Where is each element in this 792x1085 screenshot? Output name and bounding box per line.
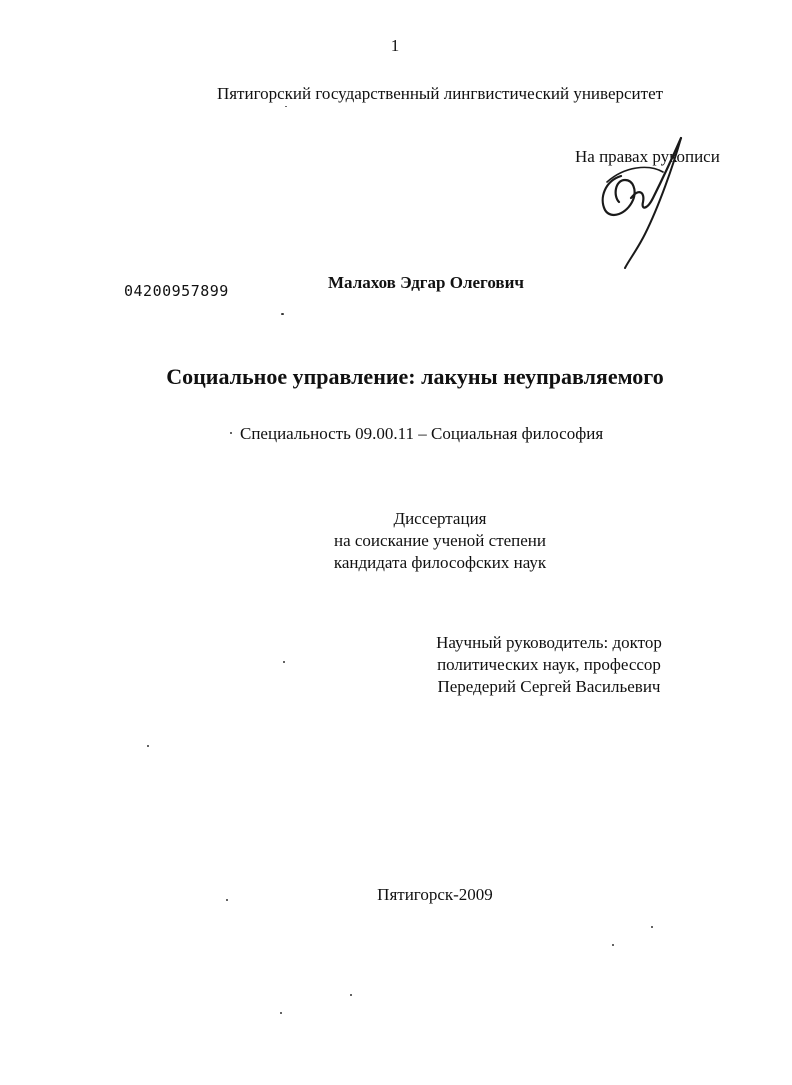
degree-line-2: на соискание ученой степени — [333, 531, 547, 550]
degree-line-1: Диссертация — [393, 509, 487, 528]
supervisor-line-1: Научный руководитель: доктор — [436, 633, 662, 652]
degree-block — [240, 508, 640, 574]
supervisor-block — [418, 632, 680, 698]
scan-speck — [283, 661, 285, 663]
scan-speck — [612, 944, 614, 946]
scan-speck — [350, 994, 352, 996]
inventory-number: 04200957899 — [124, 282, 229, 300]
scan-speck — [280, 1012, 282, 1014]
city-year: Пятигорск-2009 — [377, 885, 493, 904]
scan-speck — [281, 313, 284, 315]
scan-speck — [285, 106, 287, 107]
scan-speck — [147, 745, 149, 747]
manuscript-note: На правах рукописи — [575, 147, 720, 166]
scan-speck — [226, 899, 228, 901]
handwritten-signature — [585, 136, 695, 276]
dissertation-title: Социальное управление: лакуны неуправляемого — [166, 364, 664, 389]
scan-speck — [230, 432, 232, 434]
scan-speck — [651, 926, 653, 928]
page-number: 1 — [390, 36, 400, 55]
supervisor-line-2: политических наук, профессор — [437, 655, 661, 674]
specialty-line: Специальность 09.00.11 – Социальная философия — [240, 424, 604, 443]
author-name: Малахов Эдгар Олегович — [328, 273, 524, 292]
degree-line-3: кандидата философских наук — [333, 553, 547, 572]
university-name: Пятигорский государственный лингвистический университет — [216, 84, 664, 103]
supervisor-line-3: Передерий Сергей Васильевич — [437, 677, 661, 696]
